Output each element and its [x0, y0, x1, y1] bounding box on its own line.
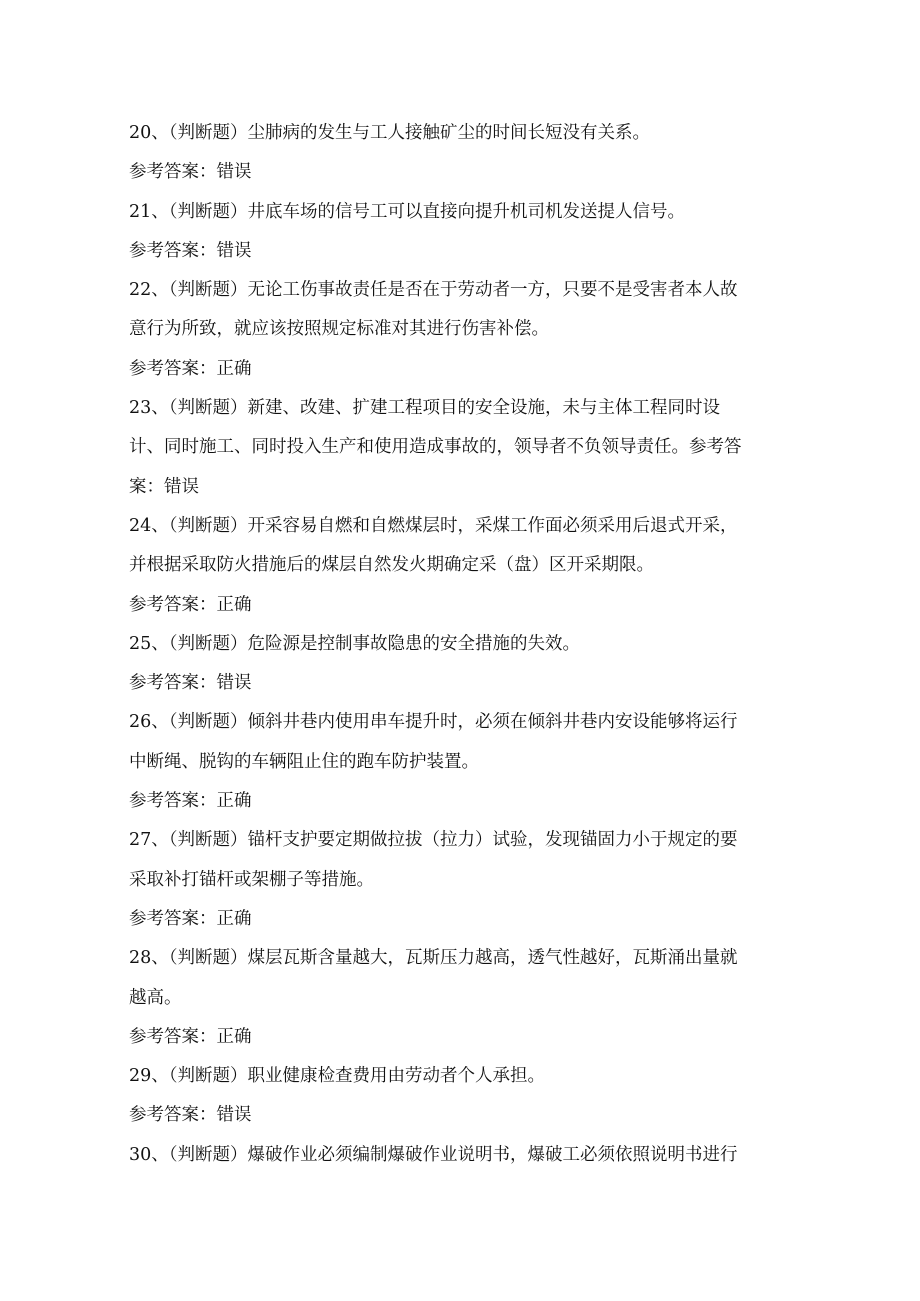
question-23-line-1: 23、（判断题）新建、改建、扩建工程项目的安全设施，未与主体工程同时设 — [129, 398, 721, 419]
answer-27: 参考答案：正确 — [129, 908, 252, 929]
answer-25: 参考答案：错误 — [129, 673, 252, 694]
answer-26: 参考答案：正确 — [129, 791, 252, 812]
answer-21: 参考答案：错误 — [129, 240, 252, 261]
question-list — [129, 114, 789, 1175]
question-29-line-1: 29、（判断题）职业健康检查费用由劳动者个人承担。 — [129, 1066, 546, 1087]
question-28-line-1: 28、（判断题）煤层瓦斯含量越大，瓦斯压力越高，透气性越好，瓦斯涌出量就 — [129, 948, 738, 969]
question-28-line-2: 越高。 — [129, 987, 182, 1008]
question-24-line-1: 24、（判断题）开采容易自燃和自燃煤层时，采煤工作面必须采用后退式开采， — [129, 515, 738, 536]
question-27-line-1: 27、（判断题）锚杆支护要定期做拉拔（拉力）试验，发现锚固力小于规定的要 — [129, 830, 738, 851]
answer-22: 参考答案：正确 — [129, 358, 252, 379]
question-22-line-1: 22、（判断题）无论工伤事故责任是否在于劳动者一方，只要不是受害者本人故 — [129, 280, 738, 301]
question-20-line-1: 20、（判断题）尘肺病的发生与工人接触矿尘的时间长短没有关系。 — [129, 123, 651, 143]
question-26-line-1: 26、（判断题）倾斜井巷内使用串车提升时，必须在倾斜井巷内安设能够将运行 — [129, 712, 738, 733]
question-21-line-1: 21、（判断题）井底车场的信号工可以直接向提升机司机发送提人信号。 — [129, 201, 686, 222]
question-26-line-2: 中断绳、脱钩的车辆阻止住的跑车防护装置。 — [129, 751, 479, 772]
answer-24: 参考答案：正确 — [129, 594, 252, 615]
question-30-line-1: 30、（判断题）爆破作业必须编制爆破作业说明书，爆破工必须依照说明书进行 — [129, 1144, 738, 1165]
answer-28: 参考答案：正确 — [129, 1026, 252, 1047]
question-27-line-2: 采取补打锚杆或架棚子等措施。 — [129, 869, 374, 890]
question-24-line-2: 并根据采取防火措施后的煤层自然发火期确定采（盘）区开采期限。 — [129, 555, 654, 576]
answer-20: 参考答案：错误 — [129, 162, 252, 183]
question-23-line-2: 计、同时施工、同时投入生产和使用造成事故的，领导者不负领导责任。参考答 — [129, 437, 742, 458]
answer-23: 案：错误 — [129, 476, 199, 497]
question-25-line-1: 25、（判断题）危险源是控制事故隐患的安全措施的失效。 — [129, 633, 581, 654]
question-22-line-2: 意行为所致，就应该按照规定标准对其进行伤害补偿。 — [129, 319, 549, 340]
answer-29: 参考答案：错误 — [129, 1105, 252, 1126]
